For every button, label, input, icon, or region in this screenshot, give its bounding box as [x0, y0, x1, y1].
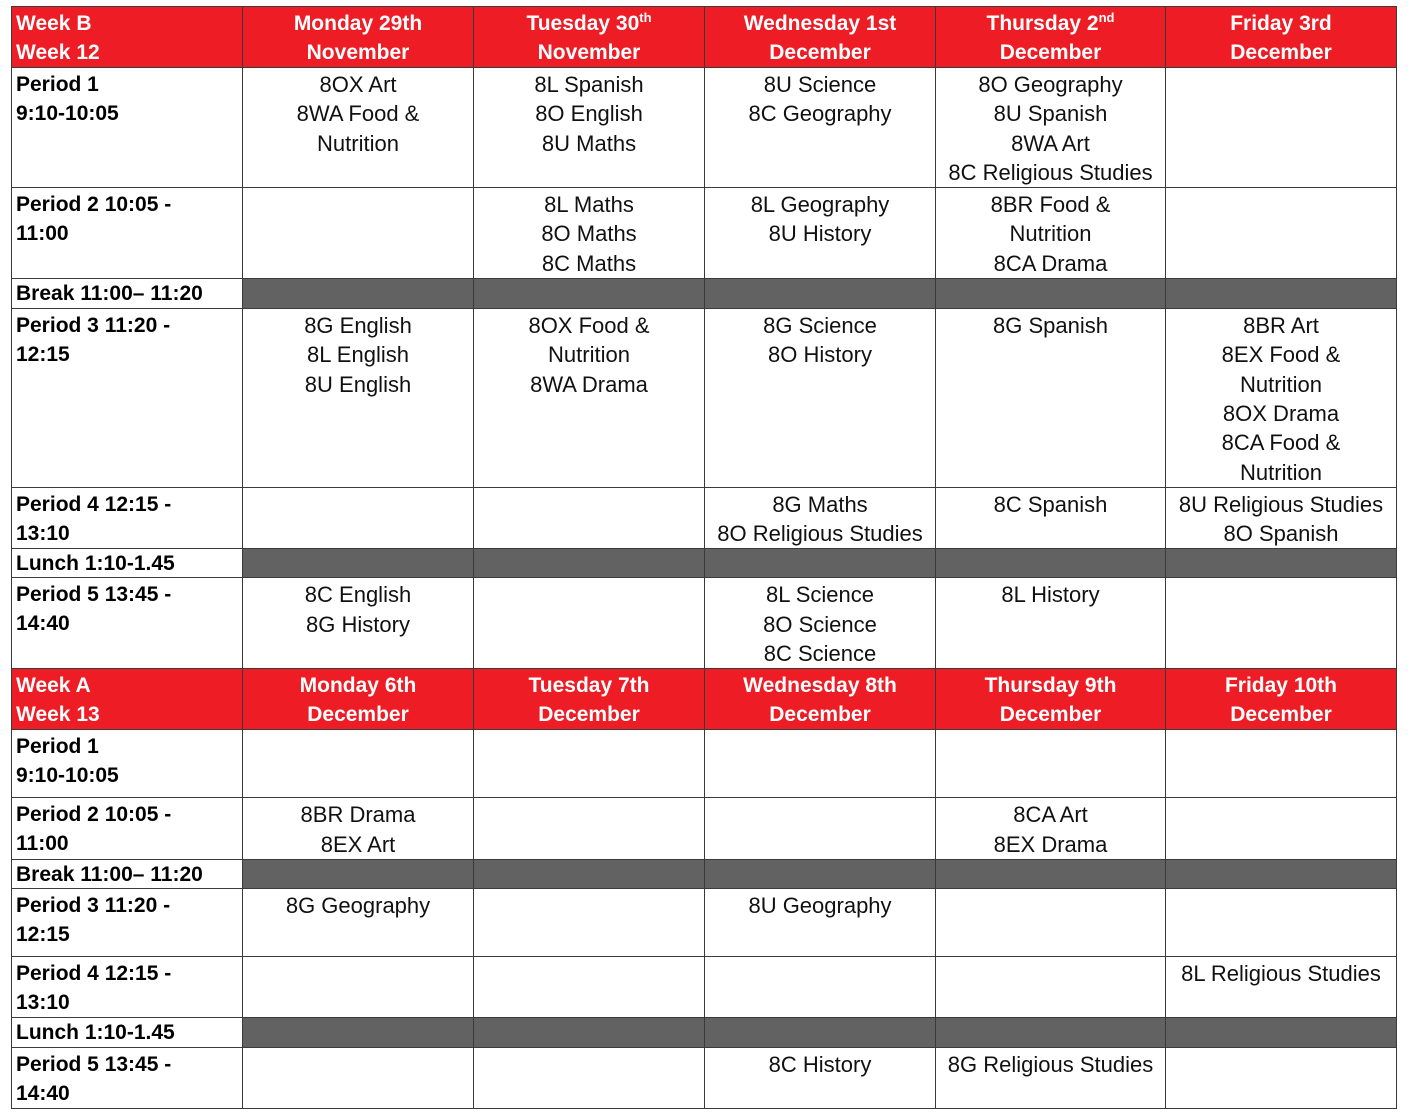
- day-name: Wednesday 8th: [743, 674, 897, 698]
- text-line: Period 3 11:20 -: [16, 314, 171, 338]
- text-line: 8L Maths: [544, 192, 634, 218]
- lesson-cell: [1166, 956, 1397, 1017]
- day-name-line: [940, 671, 1161, 700]
- lesson-cell: [936, 730, 1166, 798]
- month-name: December: [538, 703, 640, 727]
- month-name: December: [1230, 703, 1332, 727]
- lesson-cell: [705, 798, 936, 860]
- text-line: Nutrition: [1240, 459, 1322, 485]
- day-name-line: [247, 671, 469, 700]
- period-row: [12, 1047, 1397, 1108]
- month-name: December: [769, 703, 871, 727]
- break-fill-cell: [936, 549, 1166, 578]
- month-name: November: [537, 41, 641, 64]
- day-header: [243, 7, 474, 68]
- day-name-line: [478, 671, 700, 700]
- lesson-cell: [474, 956, 705, 1017]
- break-fill-cell: [1166, 859, 1397, 888]
- break-fill-cell: [243, 279, 474, 309]
- break-fill-cell: [474, 279, 705, 309]
- period-label: [12, 309, 243, 488]
- day-name: Tuesday 30: [526, 12, 640, 35]
- week-label: [12, 669, 243, 730]
- lesson-cell: [243, 188, 474, 279]
- text-line: 8CA Food &: [1221, 430, 1341, 456]
- text-line: 8G Religious Studies: [947, 1051, 1154, 1077]
- lesson-cell: [1166, 487, 1397, 549]
- lesson-cell: [936, 956, 1166, 1017]
- text-line: Week 12: [16, 41, 100, 64]
- lesson-cell: [936, 1047, 1166, 1108]
- lesson-cell: [1166, 798, 1397, 860]
- lesson-cell: [705, 956, 936, 1017]
- text-line: 8BR Art: [1243, 313, 1319, 339]
- text-line: 8G History: [306, 611, 410, 637]
- break-label: [12, 549, 243, 578]
- text-line: Nutrition: [548, 342, 630, 368]
- text-line: 12:15: [16, 343, 70, 367]
- day-name-line: [247, 9, 469, 38]
- text-line: 8O Geography: [978, 72, 1123, 97]
- text-line: Week A: [16, 674, 91, 698]
- text-line: 11:00: [16, 832, 69, 856]
- lesson-cell: [936, 68, 1166, 188]
- day-name-line: [478, 9, 700, 38]
- period-row: [12, 956, 1397, 1017]
- period-row: [12, 68, 1397, 188]
- lesson-cell: [1166, 578, 1397, 669]
- day-header: [1166, 7, 1397, 68]
- break-row: [12, 279, 1397, 309]
- text-line: 8CA Drama: [993, 250, 1108, 276]
- text-line: Period 4 12:15 -: [16, 961, 172, 985]
- break-row: [12, 859, 1397, 888]
- period-label: [12, 188, 243, 279]
- break-label-text: Break 11:00– 11:20: [16, 862, 203, 886]
- break-fill-cell: [936, 859, 1166, 888]
- text-line: 8C Geography: [748, 101, 892, 127]
- text-line: Nutrition: [317, 130, 399, 156]
- lesson-cell: [474, 578, 705, 669]
- break-row: [12, 549, 1397, 578]
- day-name: Monday 6th: [299, 674, 417, 698]
- lesson-cell: [474, 68, 705, 188]
- day-name: Monday 29th: [293, 12, 423, 35]
- period-label: [12, 730, 243, 798]
- text-line: 8U Geography: [748, 892, 892, 918]
- text-line: Period 1: [16, 735, 99, 759]
- lesson-cell: [243, 798, 474, 860]
- text-line: 12:15: [16, 922, 70, 946]
- text-line: 8U Science: [763, 72, 877, 97]
- lesson-cell: [474, 487, 705, 549]
- lesson-cell: [243, 487, 474, 549]
- text-line: 8OX Food &: [528, 313, 650, 339]
- break-fill-cell: [705, 279, 936, 309]
- text-line: 8C Religious Studies: [948, 159, 1153, 185]
- text-line: 9:10-10:05: [16, 102, 119, 125]
- text-line: 8EX Art: [320, 831, 396, 857]
- break-label: [12, 859, 243, 888]
- text-line: Period 1: [16, 73, 99, 96]
- lesson-cell: [1166, 730, 1397, 798]
- lesson-cell: [936, 578, 1166, 669]
- lesson-cell: [936, 309, 1166, 488]
- text-line: 8L Spanish: [534, 72, 644, 97]
- day-name-line: [709, 9, 931, 38]
- lesson-cell: [243, 956, 474, 1017]
- period-row: [12, 798, 1397, 860]
- day-header: [243, 669, 474, 730]
- day-header: [936, 669, 1166, 730]
- day-name: Friday 3rd: [1230, 12, 1332, 35]
- period-row: [12, 730, 1397, 798]
- lesson-cell: [705, 309, 936, 488]
- break-label-text: Lunch 1:10-1.45: [16, 1020, 175, 1044]
- text-line: Period 3 11:20 -: [16, 893, 171, 917]
- break-fill-cell: [705, 1017, 936, 1047]
- text-line: 8G English: [304, 313, 412, 339]
- period-row: [12, 578, 1397, 669]
- text-line: 8EX Food &: [1221, 342, 1341, 368]
- lesson-cell: [474, 730, 705, 798]
- period-label: [12, 888, 243, 956]
- break-label-text: Lunch 1:10-1.45: [16, 552, 175, 576]
- text-line: 8O Maths: [541, 221, 637, 247]
- day-header: [936, 7, 1166, 68]
- lesson-cell: [936, 487, 1166, 549]
- text-line: 8C Maths: [541, 250, 637, 276]
- break-fill-cell: [936, 279, 1166, 309]
- text-line: 8EX Drama: [993, 831, 1108, 857]
- text-line: 13:10: [16, 521, 70, 545]
- lesson-cell: [474, 1047, 705, 1108]
- month-name: December: [999, 703, 1102, 727]
- lesson-cell: [243, 309, 474, 488]
- text-line: 8WA Food &: [296, 101, 420, 127]
- period-label: [12, 68, 243, 188]
- break-fill-cell: [243, 549, 474, 578]
- text-line: 14:40: [16, 1081, 70, 1105]
- break-label: [12, 1017, 243, 1047]
- text-line: Nutrition: [1009, 221, 1092, 247]
- lesson-cell: [936, 188, 1166, 279]
- text-line: Week B: [16, 12, 92, 35]
- lesson-cell: [705, 888, 936, 956]
- text-line: 8CA Art: [1013, 802, 1088, 828]
- period-label: [12, 956, 243, 1017]
- break-fill-cell: [243, 1017, 474, 1047]
- break-fill-cell: [705, 549, 936, 578]
- break-fill-cell: [1166, 549, 1397, 578]
- text-line: 13:10: [16, 990, 70, 1014]
- break-fill-cell: [474, 1017, 705, 1047]
- lesson-cell: [474, 888, 705, 956]
- text-line: 8C Spanish: [993, 491, 1108, 517]
- month-name: November: [306, 41, 410, 64]
- text-line: 8L Science: [765, 582, 875, 608]
- text-line: 8WA Art: [1011, 130, 1090, 156]
- break-fill-cell: [705, 859, 936, 888]
- lesson-cell: [705, 487, 936, 549]
- text-line: 8C History: [768, 1051, 872, 1077]
- month-name: December: [1230, 41, 1332, 64]
- day-header: [474, 7, 705, 68]
- text-line: Period 4 12:15 -: [16, 492, 172, 516]
- text-line: 11:00: [16, 222, 69, 246]
- period-label: [12, 578, 243, 669]
- text-line: Period 5 13:45 -: [16, 1052, 172, 1076]
- period-label: [12, 487, 243, 549]
- month-name: December: [999, 41, 1102, 64]
- text-line: 8U Maths: [541, 130, 637, 156]
- period-label: [12, 1047, 243, 1108]
- week-header-row: [12, 669, 1397, 730]
- day-header: [1166, 669, 1397, 730]
- month-name: December: [769, 41, 871, 64]
- text-line: 8OX Drama: [1222, 400, 1340, 426]
- lesson-cell: [474, 188, 705, 279]
- lesson-cell: [705, 188, 936, 279]
- text-line: 8U English: [304, 371, 412, 397]
- lesson-cell: [1166, 309, 1397, 488]
- lesson-cell: [1166, 888, 1397, 956]
- day-name-line: [1170, 9, 1392, 38]
- lesson-cell: [474, 309, 705, 488]
- day-name: Wednesday 1st: [743, 12, 897, 35]
- text-line: 14:40: [16, 612, 70, 636]
- day-name: Tuesday 7th: [528, 674, 650, 698]
- day-name-line: [940, 9, 1161, 38]
- text-line: Period 5 13:45 -: [16, 583, 172, 607]
- text-line: 9:10-10:05: [16, 764, 119, 788]
- text-line: Nutrition: [1240, 371, 1322, 397]
- text-line: Period 2 10:05 -: [16, 193, 172, 217]
- text-line: 8O Religious Studies: [717, 521, 923, 547]
- lesson-cell: [1166, 68, 1397, 188]
- break-label: [12, 279, 243, 309]
- text-line: 8O English: [535, 101, 643, 127]
- text-line: 8BR Drama: [300, 802, 416, 828]
- text-line: 8L History: [1001, 582, 1100, 608]
- text-line: 8WA Drama: [530, 371, 648, 397]
- text-line: 8G Maths: [772, 491, 868, 517]
- day-name: Thursday 9th: [984, 674, 1117, 698]
- text-line: 8U Spanish: [993, 101, 1108, 127]
- period-row: [12, 888, 1397, 956]
- lesson-cell: [705, 730, 936, 798]
- day-name: Friday 10th: [1224, 674, 1338, 698]
- text-line: Period 2 10:05 -: [16, 803, 172, 827]
- week-header-row: [12, 7, 1397, 68]
- lesson-cell: [243, 578, 474, 669]
- break-fill-cell: [1166, 279, 1397, 309]
- period-row: [12, 487, 1397, 549]
- break-row: [12, 1017, 1397, 1047]
- text-line: 8G Spanish: [993, 313, 1108, 339]
- text-line: 8BR Food &: [990, 192, 1111, 218]
- day-name-line: [709, 671, 931, 700]
- lesson-cell: [936, 888, 1166, 956]
- lesson-cell: [243, 888, 474, 956]
- lesson-cell: [705, 578, 936, 669]
- break-label-text: Break 11:00– 11:20: [16, 282, 203, 306]
- break-fill-cell: [1166, 1017, 1397, 1047]
- text-line: 8U History: [768, 221, 872, 247]
- day-header: [705, 669, 936, 730]
- day-ordinal-suffix: nd: [1098, 10, 1115, 25]
- text-line: 8O Science: [763, 611, 877, 637]
- lesson-cell: [705, 1047, 936, 1108]
- text-line: 8L English: [307, 342, 409, 368]
- week-label: [12, 7, 243, 68]
- lesson-cell: [1166, 1047, 1397, 1108]
- lesson-cell: [243, 730, 474, 798]
- text-line: 8O Spanish: [1223, 521, 1339, 547]
- text-line: Week 13: [16, 703, 100, 727]
- lesson-cell: [936, 798, 1166, 860]
- month-name: December: [307, 703, 409, 727]
- text-line: 8C English: [304, 582, 412, 608]
- break-fill-cell: [474, 859, 705, 888]
- day-header: [474, 669, 705, 730]
- lesson-cell: [243, 1047, 474, 1108]
- lesson-cell: [474, 798, 705, 860]
- text-line: 8O History: [768, 342, 872, 368]
- text-line: 8OX Art: [319, 72, 397, 97]
- day-name-line: [1170, 671, 1392, 700]
- day-ordinal-suffix: th: [639, 10, 652, 25]
- period-row: [12, 309, 1397, 488]
- day-header: [705, 7, 936, 68]
- text-line: 8C Science: [763, 641, 877, 667]
- day-name: Thursday 2: [986, 12, 1099, 35]
- text-line: 8G Geography: [285, 892, 431, 918]
- text-line: 8L Religious Studies: [1181, 960, 1381, 986]
- text-line: 8L Geography: [750, 192, 890, 218]
- lesson-cell: [243, 68, 474, 188]
- text-line: 8G Science: [763, 313, 877, 339]
- break-fill-cell: [243, 859, 474, 888]
- break-fill-cell: [936, 1017, 1166, 1047]
- lesson-cell: [1166, 188, 1397, 279]
- break-fill-cell: [474, 549, 705, 578]
- text-line: 8U Religious Studies: [1178, 491, 1384, 517]
- lesson-cell: [705, 68, 936, 188]
- timetable: [11, 6, 1397, 1109]
- period-label: [12, 798, 243, 860]
- period-row: [12, 188, 1397, 279]
